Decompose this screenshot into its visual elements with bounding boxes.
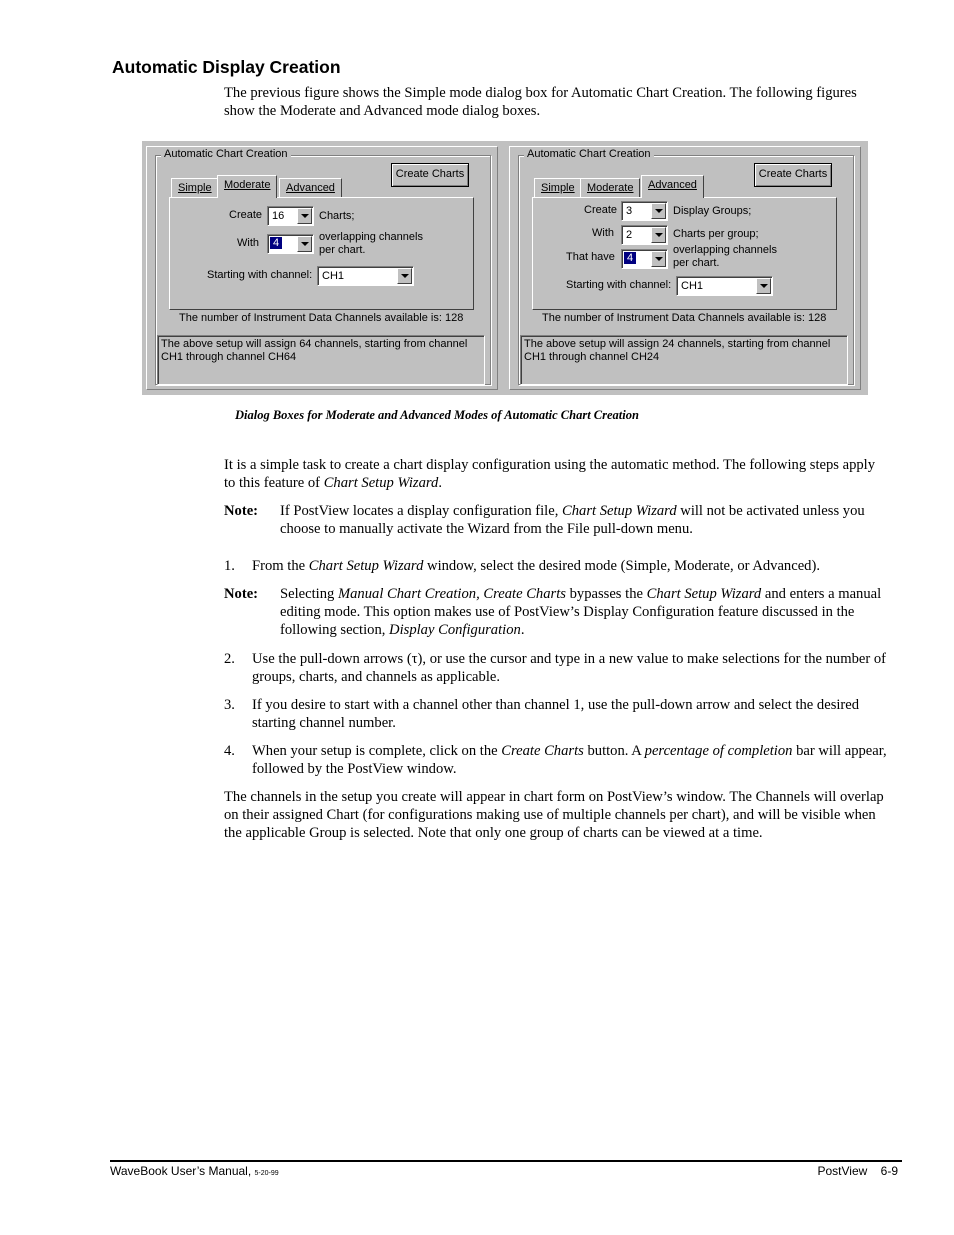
create-label: Create (584, 204, 618, 216)
text-run: window, select the desired mode (Simple, Moderate, or Advanced). (423, 558, 820, 574)
text-run: . (520, 622, 525, 638)
text-run-italic: Create Charts (501, 743, 584, 759)
text-run: will not be activated unless you choose to manually activate the Wizard from the File pull-down menu. (280, 503, 865, 537)
footer-manual-text: WaveBook User’s Manual, (110, 1164, 255, 1178)
dropdown-arrow-icon[interactable] (297, 236, 312, 252)
create-count-combo[interactable] (267, 206, 314, 226)
dropdown-arrow-icon[interactable] (297, 208, 312, 224)
note-label: Note: (224, 503, 259, 519)
summary-box (520, 335, 848, 385)
overlap-label (319, 231, 423, 257)
text-run: bypasses the (565, 586, 647, 602)
footer-divider (110, 1160, 902, 1162)
create-count-value: 3 (626, 205, 633, 217)
with-count-combo[interactable] (621, 225, 668, 245)
text-run-italic: Chart Setup Wizard (308, 558, 424, 574)
overlap-label-line1: overlapping channels (673, 244, 777, 256)
text-run: From the (252, 558, 309, 574)
paragraph-intro-steps (224, 456, 889, 492)
text-run: Selecting (280, 586, 338, 602)
dropdown-arrow-icon[interactable] (756, 278, 771, 294)
step-number: 2. (224, 651, 235, 667)
available-channels-text: The number of Instrument Data Channels available is: 128 (542, 312, 827, 324)
tab-advanced[interactable]: Advanced (279, 178, 342, 198)
text-run: bar will appear, followed by the PostView window. (252, 743, 887, 777)
step-2: Use the pull-down arrows (τ), or use the cursor and type in a new value to make selections for the number of groups, charts, and channels as applicable. (252, 651, 887, 685)
advanced-dialog (509, 146, 861, 390)
footer-page (818, 1164, 899, 1178)
tab-moderate[interactable]: Moderate (217, 175, 277, 198)
note-2 (280, 585, 890, 639)
summary-line1: The above setup will assign 64 channels, starting from channel (161, 338, 468, 350)
summary-line2: CH1 through channel CH64 (161, 351, 297, 363)
text-run-italic: Manual Chart Creation, Create Charts (337, 586, 566, 602)
start-channel-value: CH1 (322, 270, 345, 282)
tab-advanced[interactable]: Advanced (641, 175, 704, 198)
summary-line1: The above setup will assign 24 channels, starting from channel (524, 338, 831, 350)
dialog-figure (142, 141, 868, 395)
with-count-value: 4 (270, 237, 282, 249)
text-run-italic: percentage of completion (644, 743, 793, 759)
overlap-label (673, 244, 777, 270)
start-channel-combo[interactable] (317, 266, 414, 286)
text-run: button. A (583, 743, 645, 759)
tab-moderate[interactable]: Moderate (580, 178, 640, 198)
create-count-value: 16 (272, 210, 285, 222)
dropdown-arrow-icon[interactable] (397, 268, 412, 284)
footer-page-number: 6-9 (880, 1164, 898, 1178)
with-label: With (592, 227, 614, 239)
text-run: If PostView locates a display configuration file, (280, 503, 563, 519)
with-count-combo[interactable] (267, 234, 314, 254)
footer-section: PostView (817, 1164, 868, 1178)
text-run: and enters a manual editing mode. This option makes use of PostView’s Display Configuration feature discussed in the following section, (280, 586, 882, 638)
charts-per-group-label: Charts per group; (673, 228, 759, 240)
text-run-italic: Chart Setup Wizard (562, 503, 677, 519)
summary-line2: CH1 through channel CH24 (524, 351, 660, 363)
text-run-italic: Chart Setup Wizard (646, 586, 762, 602)
create-label: Create (229, 209, 263, 221)
overlap-label-line2: per chart. (673, 257, 720, 269)
charts-label: Charts; (319, 210, 355, 222)
display-groups-label: Display Groups; (673, 205, 752, 217)
step-1 (252, 557, 902, 575)
note-label: Note: (224, 586, 259, 602)
text-run-italic: Chart Setup Wizard (323, 475, 439, 491)
dropdown-arrow-icon[interactable] (651, 203, 666, 219)
text-run: When your setup is complete, click on the (252, 743, 502, 759)
note-1 (280, 502, 890, 538)
that-have-label: That have (566, 251, 615, 263)
start-channel-label: Starting with channel: (207, 269, 313, 281)
step-4 (252, 742, 902, 778)
that-have-count-value: 4 (624, 252, 636, 264)
text-run: . (438, 475, 442, 491)
figure-caption: Dialog Boxes for Moderate and Advanced Modes of Automatic Chart Creation (235, 408, 639, 422)
overlap-label-line1: overlapping channels (319, 231, 423, 243)
footer-manual-title (110, 1164, 279, 1178)
summary-box (157, 335, 485, 385)
step-number: 1. (224, 558, 235, 574)
paragraph-final: The channels in the setup you create will appear in chart form on PostView’s window. The Channels will overlap on their assigned Chart (for configurations making use of multiple channels per chart), and will be visible when the applicable Group is selected. Note that only one group of charts can be viewed at a time. (224, 789, 884, 841)
dropdown-arrow-icon[interactable] (651, 251, 666, 267)
footer-date: 5-20-99 (254, 1170, 279, 1177)
overlap-label-line2: per chart. (319, 244, 366, 256)
start-channel-value: CH1 (681, 280, 704, 292)
section-heading: Automatic Display Creation (112, 57, 341, 77)
text-run: It is a simple task to create a chart display configuration using the automatic method. The following steps apply to this feature of (224, 457, 876, 491)
start-channel-label: Starting with channel: (566, 279, 672, 291)
create-charts-button[interactable]: Create Charts (754, 163, 832, 187)
dropdown-arrow-icon[interactable] (651, 227, 666, 243)
step-number: 4. (224, 743, 235, 759)
with-count-value: 2 (626, 229, 633, 241)
start-channel-combo[interactable] (676, 276, 773, 296)
group-title: Automatic Chart Creation (524, 148, 654, 160)
moderate-dialog (146, 146, 498, 390)
available-channels-text: The number of Instrument Data Channels available is: 128 (179, 312, 464, 324)
that-have-count-combo[interactable] (621, 249, 668, 269)
create-charts-button[interactable]: Create Charts (391, 163, 469, 187)
step-3: If you desire to start with a channel other than channel 1, use the pull-down arrow and select the desired starting channel number. (252, 697, 860, 731)
tab-simple[interactable]: Simple (534, 178, 582, 198)
text-run-italic: Display Configuration (389, 622, 521, 638)
group-title: Automatic Chart Creation (161, 148, 291, 160)
tab-simple[interactable]: Simple (171, 178, 219, 198)
create-count-combo[interactable] (621, 201, 668, 221)
with-label: With (237, 237, 259, 249)
intro-paragraph: The previous figure shows the Simple mode dialog box for Automatic Chart Creation. The following figures show the Moderate and Advanced mode dialog boxes. (224, 85, 857, 119)
step-number: 3. (224, 697, 235, 713)
